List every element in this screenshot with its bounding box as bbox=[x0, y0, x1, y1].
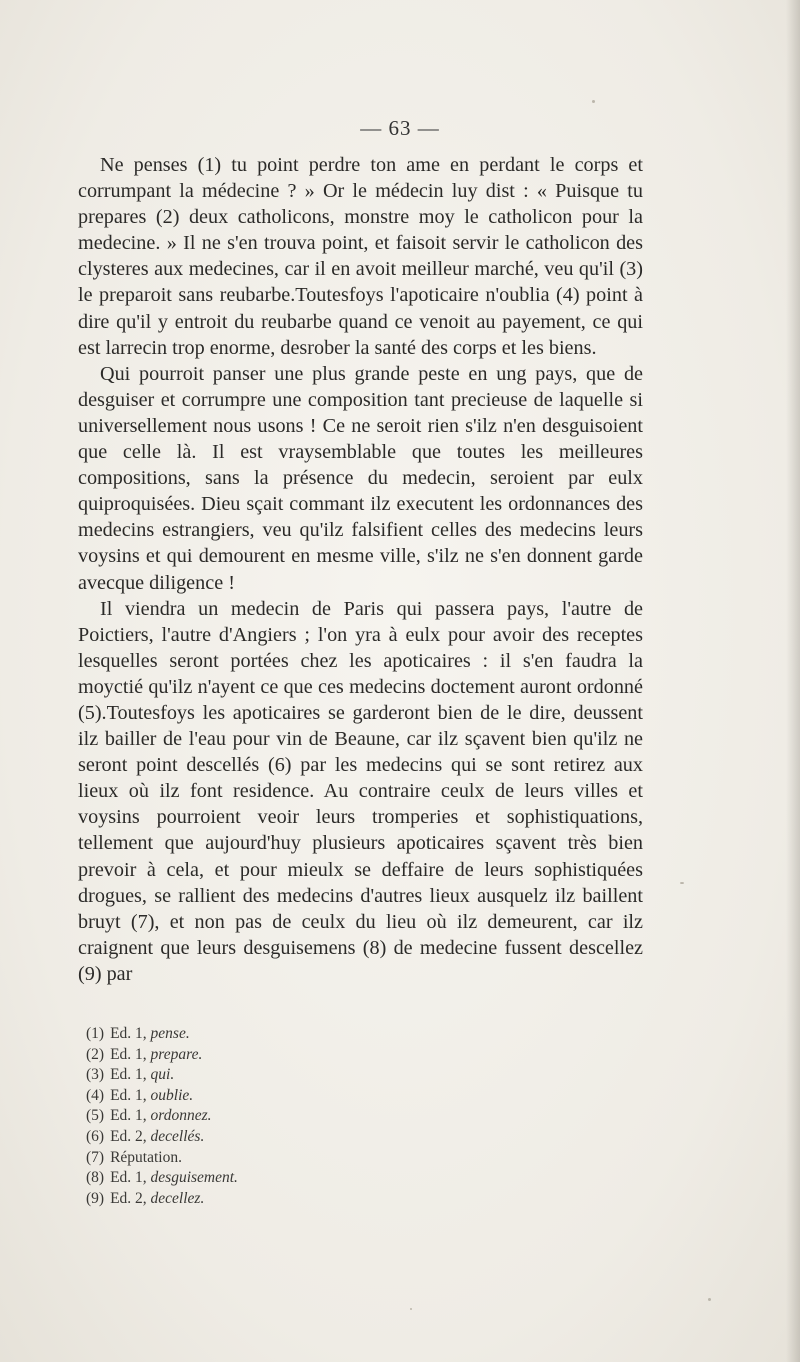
footnote: (8) Ed. 1, desguisement. bbox=[86, 1169, 238, 1187]
footnote: (4) Ed. 1, oublie. bbox=[86, 1086, 194, 1104]
page-edge-shadow bbox=[786, 0, 800, 1362]
body-text bbox=[78, 152, 643, 987]
paragraph-2: Qui pourroit panser une plus grande peste en ung pays, que de desguiser et corrumpre une composition tant precieuse de laquelle si universellement nous usons ! Ce ne seroit rien s'ilz n'en desguisoient que celle là. Il est vraysemblable que toutes les meilleures compositions, sans la présence du medecin, seroient par eulx quiproquisées. Dieu sçait commant ilz executent les ordonnances des medecins estrangiers, veu qu'ilz falsifient celles des medecins leurs voysins et qui demourent en mesme ville, s'ilz ne s'en donnent garde avecque diligence ! bbox=[78, 362, 643, 594]
paper-speck bbox=[410, 1308, 412, 1310]
footnote: (9) Ed. 2, decellez. bbox=[86, 1189, 205, 1207]
footnote: (6) Ed. 2, decellés. bbox=[86, 1127, 205, 1145]
footnote: (3) Ed. 1, qui. bbox=[86, 1066, 175, 1084]
footnotes bbox=[86, 1024, 486, 1209]
paragraph-3: Il viendra un medecin de Paris qui passera pays, l'autre de Poictiers, l'autre d'Angiers ; l'on yra à eulx pour avoir des receptes lesquelles seront portées chez les apoticaires : il s'en faudra la moyctié qu'ilz n'ayent ce que ces medecins doctement auront ordonné (5).Toutesfoys les apoticaires se garderont bien de le dire, deussent ilz bailler de l'eau pour vin de Beaune, car ilz sçavent bien qu'ilz ne seront point descellés (6) par les medecins qui se sont retirez aux lieux où ilz font residence. Au contraire ceulx de leurs villes et voysins pourroient veoir leurs tromperies et sophistiquations, tellement que aujourd'huy plusieurs apoticaires sçavent très bien prevoir à cela, et pour mieulx se deffaire de leurs sophistiquées drogues, se rallient des medecins d'autres lieux ausquelz ilz baillent bruyt (7), et non pas de ceulx du lieu où ilz demeurent, car ilz craignent que leurs desguisemens (8) de medecine fussent descellez (9) par bbox=[78, 597, 643, 985]
footnote: (1) Ed. 1, pense. bbox=[86, 1025, 190, 1042]
paper-speck bbox=[592, 100, 595, 103]
paragraph-1: Ne penses (1) tu point perdre ton ame en perdant le corps et corrumpant la médecine ? » Or le médecin luy dist : « Puisque tu prepares (2) deux catholicons, monstre moy le catholicon pour la medecine. » Il ne s'en trouva point, et faisoit servir le catholicon des clysteres aux medecines, car il en avoit meilleur marché, veu qu'il (3) le preparoit sans reubarbe.Toutesfoys l'apoticaire n'oublia (4) point à dire qu'il y entroit du reubarbe quand ce venoit au payement, ce qui est larrecin trop enorme, desrober la santé des corps et les biens. bbox=[78, 154, 643, 359]
footnote: (7) Réputation. bbox=[86, 1148, 182, 1166]
page-number: — 63 — bbox=[360, 116, 440, 140]
paper-speck bbox=[708, 1298, 711, 1301]
footnote: (2) Ed. 1, prepare. bbox=[86, 1045, 203, 1063]
footnote: (5) Ed. 1, ordonnez. bbox=[86, 1107, 212, 1125]
paper-speck bbox=[680, 882, 684, 884]
